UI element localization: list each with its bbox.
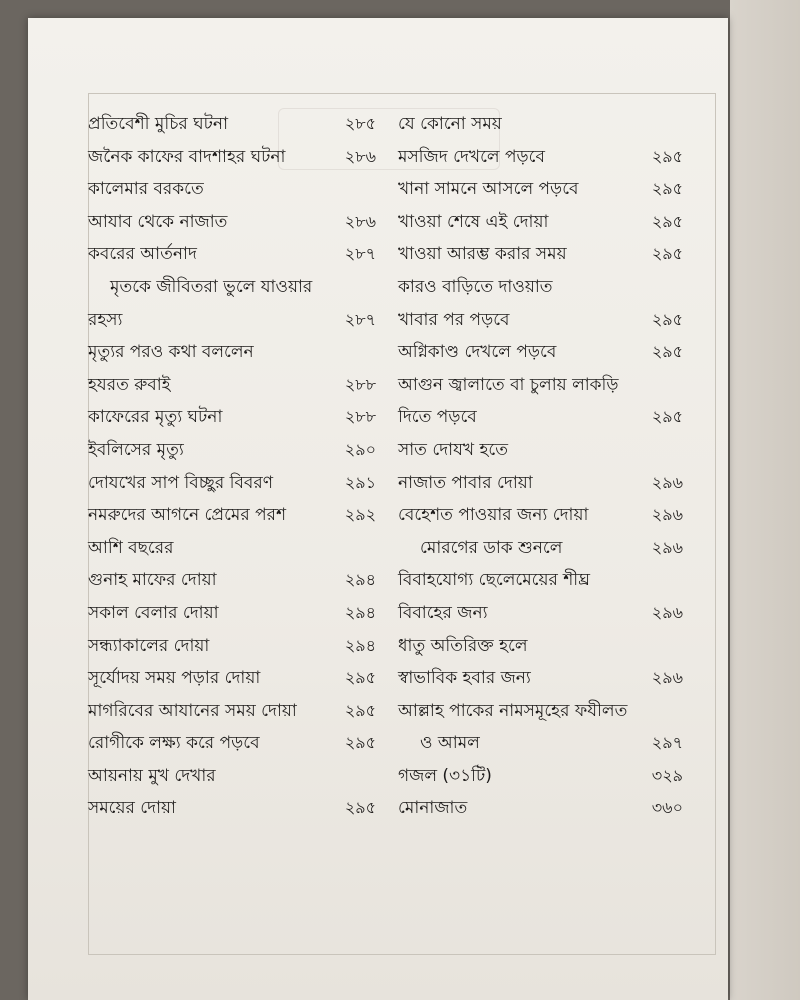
toc-entry	[88, 727, 380, 760]
toc-entry-page: ২৮৮	[344, 407, 376, 427]
toc-entry-title: বিবাহযোগ্য ছেলেমেয়ের শীঘ্র	[398, 570, 591, 591]
toc-entry	[88, 401, 380, 434]
toc-entry	[398, 630, 683, 663]
toc-entry	[88, 695, 380, 728]
toc-entry	[88, 532, 380, 565]
toc-entry	[88, 141, 380, 174]
toc-entry-title: আশি বছরের	[88, 537, 174, 558]
toc-entry-title: কালেমার বরকতে	[88, 179, 204, 200]
toc-entry-title: ইবলিসের মৃত্যু	[88, 439, 184, 460]
toc-entry-title: দোযখের সাপ বিচ্ছুর বিবরণ	[88, 472, 273, 493]
toc-entry-title: খাওয়া শেষে এই দোয়া	[398, 211, 549, 232]
toc-entry-page: ২৯৫	[344, 700, 376, 720]
toc-entry	[88, 564, 380, 597]
toc-left-column	[88, 108, 380, 825]
toc-entry	[398, 662, 683, 695]
toc-entry-title: সকাল বেলার দোয়া	[88, 602, 219, 623]
toc-right-column	[398, 108, 683, 825]
toc-entry-page: ২৯৪	[344, 602, 376, 622]
toc-entry-title: কাফেরের মৃত্যু ঘটনা	[88, 407, 223, 428]
toc-entry-page: ৩৬০	[651, 798, 683, 818]
toc-entry	[398, 597, 683, 630]
toc-entry-title: অগ্নিকাণ্ড দেখলে পড়বে	[398, 342, 557, 363]
toc-entry	[398, 271, 683, 304]
toc-entry-page: ২৮৭	[344, 244, 376, 264]
toc-entry	[88, 369, 380, 402]
toc-entry	[88, 792, 380, 825]
toc-entry-title: যে কোনো সময়	[398, 114, 502, 134]
toc-entry-page: ৩২৯	[651, 765, 683, 785]
toc-entry	[398, 141, 683, 174]
toc-entry-page: ২৯১	[344, 472, 376, 492]
toc-entry	[398, 564, 683, 597]
toc-entry	[88, 760, 380, 793]
toc-entry-page: ২৯৪	[344, 635, 376, 655]
toc-entry-title: গুনাহ মাফের দোয়া	[88, 570, 217, 591]
toc-entry	[398, 434, 683, 467]
toc-entry-page: ২৮৮	[344, 374, 376, 394]
toc-entry	[398, 792, 683, 825]
toc-entry-page: ২৯৫	[344, 733, 376, 753]
toc-entry-title: মাগরিবের আযানের সময় দোয়া	[88, 700, 297, 721]
toc-entry	[398, 304, 683, 337]
toc-entry	[398, 173, 683, 206]
toc-entry-page: ২৯০	[344, 439, 376, 459]
toc-entry-title: মৃতকে জীবিতরা ভুলে যাওয়ার	[110, 276, 313, 297]
toc-entry-title: মসজিদ দেখলে পড়বে	[398, 146, 545, 167]
toc-entry-page: ২৯৫	[651, 179, 683, 199]
toc-entry	[398, 336, 683, 369]
toc-entry-page: ২৯৫	[651, 146, 683, 166]
toc-entry-page: ২৯৬	[651, 602, 683, 622]
toc-entry	[398, 727, 683, 760]
toc-entry-title: গজল (৩১টি)	[398, 765, 492, 786]
toc-entry-page: ২৯৪	[344, 570, 376, 590]
toc-entry-title: ধাতু অতিরিক্ত হলে	[398, 635, 528, 656]
toc-entry	[398, 206, 683, 239]
toc-entry-title: প্রতিবেশী মুচির ঘটনা	[88, 114, 228, 134]
toc-entry-page: ২৯৫	[651, 244, 683, 264]
toc-entry-page: ২৯৫	[344, 798, 376, 818]
toc-entry-page: ২৯৫	[344, 668, 376, 688]
toc-entry-page: ২৯৫	[651, 211, 683, 231]
toc-entry	[398, 108, 683, 141]
toc-entry-title: কবরের আর্তনাদ	[88, 244, 197, 265]
toc-entry-page: ২৯২	[344, 505, 376, 525]
toc-entry-title: ও আমল	[420, 733, 480, 754]
toc-entry-title: মোরগের ডাক শুনলে	[420, 537, 563, 558]
toc-entry-title: রহস্য	[88, 309, 123, 330]
toc-entry	[88, 206, 380, 239]
toc-entry	[398, 467, 683, 500]
background-surface	[730, 0, 800, 1000]
toc-entry-page: ২৮৬	[344, 211, 376, 231]
toc-entry-page: ২৯৬	[651, 505, 683, 525]
toc-entry-title: আল্লাহ পাকের নামসমূহের ফযীলত	[398, 700, 628, 721]
toc-entry	[88, 304, 380, 337]
toc-entry	[88, 108, 380, 141]
toc-entry-title: স্বাভাবিক হবার জন্য	[398, 668, 531, 689]
toc-entry-title: সাত দোযখ হতে	[398, 439, 508, 460]
toc-entry	[398, 238, 683, 271]
toc-entry-title: বেহেশত পাওয়ার জন্য দোয়া	[398, 505, 589, 526]
toc-entry-title: হযরত রুবাই	[88, 374, 171, 395]
toc-entry	[88, 271, 380, 304]
toc-entry	[88, 173, 380, 206]
toc-entry-page: ২৮৫	[344, 114, 376, 133]
toc-entry-title: জনৈক কাফের বাদশাহর ঘটনা	[88, 146, 286, 167]
toc-entry	[88, 499, 380, 532]
toc-entry-title: সূর্যোদয় সময় পড়ার দোয়া	[88, 668, 261, 689]
toc-entry	[88, 238, 380, 271]
toc-entry	[88, 630, 380, 663]
toc-entry-title: খাওয়া আরম্ভ করার সময়	[398, 244, 567, 265]
toc-entry-title: মোনাজাত	[398, 798, 468, 819]
toc-entry-page: ২৯৫	[651, 342, 683, 362]
toc-entry	[88, 336, 380, 369]
toc-entry	[398, 401, 683, 434]
toc-entry-title: আয়নায় মুখ দেখার	[88, 765, 216, 786]
toc-entry	[88, 662, 380, 695]
toc-entry-title: খাবার পর পড়বে	[398, 309, 510, 330]
toc-entry-page: ২৯৬	[651, 537, 683, 557]
toc-entry-title: সন্ধ্যাকালের দোয়া	[88, 635, 210, 656]
toc-entry-page: ২৯৬	[651, 668, 683, 688]
toc-entry	[88, 467, 380, 500]
toc-entry	[398, 499, 683, 532]
toc-entry-page: ২৯৬	[651, 472, 683, 492]
toc-entry-page: ২৮৭	[344, 309, 376, 329]
toc-entry-title: বিবাহের জন্য	[398, 602, 488, 623]
toc-entry-title: আগুন জ্বালাতে বা চুলায় লাকড়ি	[398, 374, 619, 395]
toc-entry-title: সময়ের দোয়া	[88, 798, 176, 819]
toc-entry	[398, 760, 683, 793]
toc-entry	[88, 597, 380, 630]
toc-entry-page: ২৯৭	[651, 733, 683, 753]
toc-entry	[398, 695, 683, 728]
toc-entry-title: আযাব থেকে নাজাত	[88, 211, 228, 232]
toc-entry-page: ২৯৫	[651, 407, 683, 427]
toc-entry	[398, 369, 683, 402]
toc-entry-title: মৃত্যুর পরও কথা বললেন	[88, 342, 254, 363]
toc-entry-page: ২৮৬	[344, 146, 376, 166]
toc-entry	[88, 434, 380, 467]
toc-entry-page: ২৯৫	[651, 309, 683, 329]
toc-entry-title: দিতে পড়বে	[398, 407, 477, 428]
toc-entry-title: নাজাত পাবার দোয়া	[398, 472, 533, 493]
toc-entry-title: খানা সামনে আসলে পড়বে	[398, 179, 579, 200]
toc-entry-title: রোগীকে লক্ষ্য করে পড়বে	[88, 733, 260, 754]
toc-entry-title: কারও বাড়িতে দাওয়াত	[398, 276, 553, 297]
toc-entry-title: নমরুদের আগনে প্রেমের পরশ	[88, 505, 287, 526]
toc-entry	[398, 532, 683, 565]
